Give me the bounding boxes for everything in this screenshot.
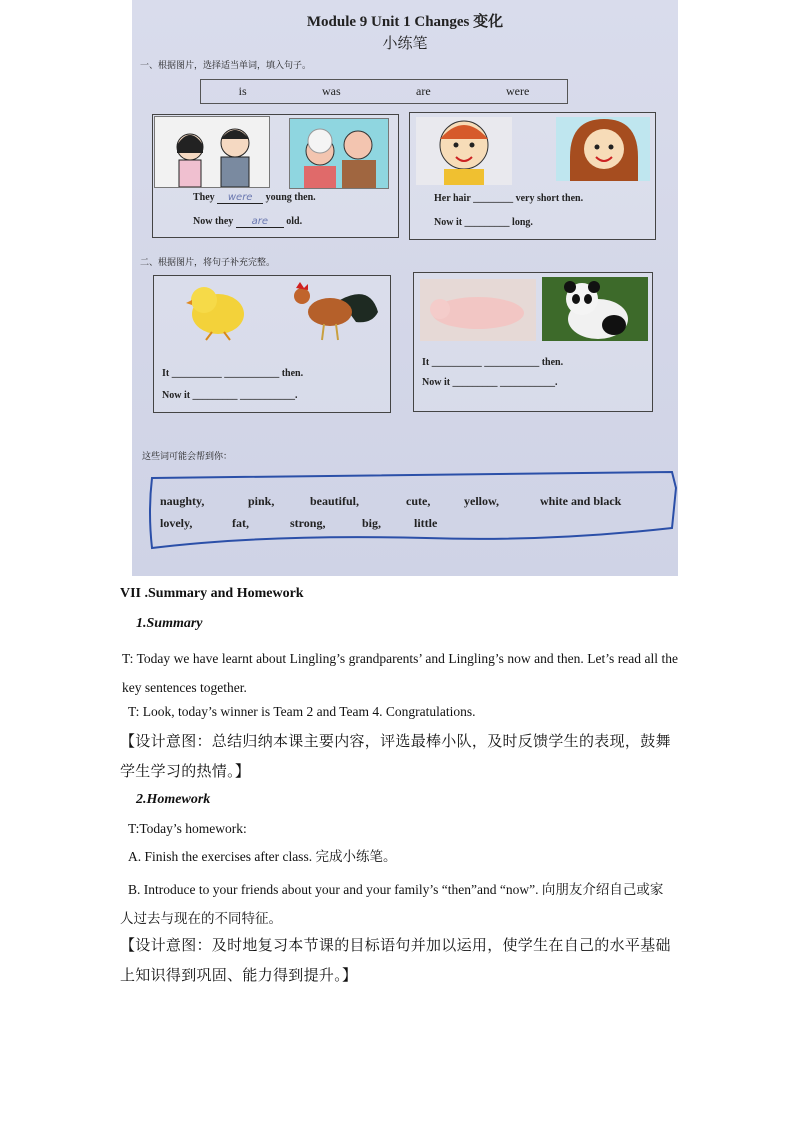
worksheet-photo	[132, 0, 678, 576]
vocabulary-word: yellow,	[464, 494, 499, 508]
sentence-line: Now it _________ long.	[434, 217, 533, 228]
vocabulary-word: lovely,	[160, 516, 193, 530]
summary-paragraph: T: Look, today’s winner is Team 2 and Team 4. Congratulations.	[128, 704, 476, 719]
handwritten-answer: are	[251, 216, 268, 227]
vocabulary-word: white and black	[540, 494, 622, 508]
vocabulary-word: cute,	[406, 494, 431, 508]
vocabulary-word: fat,	[232, 516, 249, 530]
sentence-line: It __________ ___________ then.	[162, 368, 304, 379]
handwritten-answer: were	[227, 192, 253, 203]
design-note: 【设计意图：总结归纳本课主要内容，评选最棒小队，及时反馈学生的表现，鼓舞学生学习的热情。】	[120, 732, 671, 780]
chick-picture	[166, 280, 270, 342]
vocabulary-row	[160, 516, 437, 531]
vocabulary-word: strong,	[290, 516, 326, 530]
sentence-line: It __________ ___________ then.	[422, 357, 564, 368]
sentence-line: Her hair ________ very short then.	[434, 193, 584, 204]
vocabulary-row	[160, 494, 621, 509]
panel-grandparents	[152, 114, 399, 238]
panel-chicken	[153, 275, 391, 413]
summary-paragraph: T: Today we have learnt about Lingling’s grandparents’ and Lingling’s now and then. Let’s read all the key sentences together.	[122, 651, 678, 695]
worksheet-subtitle: 小练笔	[382, 34, 428, 52]
homework-heading: 2.Homework	[136, 792, 211, 807]
vocabulary-word: little	[414, 516, 438, 530]
word-option: was	[322, 84, 341, 98]
sentence-line: Now it _________ ___________.	[162, 390, 298, 401]
word-option: are	[416, 84, 431, 98]
vocabulary-word: beautiful,	[310, 494, 360, 508]
vocabulary-word: pink,	[248, 494, 275, 508]
word-box	[200, 79, 568, 104]
homework-intro: T:Today’s homework:	[128, 821, 247, 836]
design-note: 【设计意图：及时地复习本节课的目标语句并加以运用，使学生在自己的水平基础上知识得到巩固、能力得到提升。】	[120, 936, 671, 984]
sentence-line: Now it _________ ___________.	[422, 377, 558, 388]
young-couple-picture	[154, 116, 270, 188]
worksheet-title: Module 9 Unit 1 Changes 变化	[306, 14, 504, 30]
homework-item-b: B. Introduce to your friends about your and your family’s “then”and “now”. 向朋友介绍自己或家人过去与现在的不同特征。	[120, 882, 664, 926]
homework-item-a: A. Finish the exercises after class. 完成小练笔。	[128, 849, 397, 864]
baby-panda-picture	[420, 279, 536, 341]
section-heading: VII .Summary and Homework	[120, 586, 304, 601]
long-hair-girl-picture	[556, 117, 650, 181]
hint-label: 这些词可能会帮到你：	[142, 452, 233, 462]
sentence-line: They were young then.	[193, 192, 316, 203]
word-option: is	[238, 84, 247, 98]
rooster-picture	[280, 278, 382, 342]
summary-heading: 1.Summary	[136, 616, 203, 631]
sentence-line: Now they are old.	[193, 216, 303, 227]
panel-baby-panda	[413, 272, 653, 412]
short-hair-girl-picture	[416, 117, 512, 185]
vocabulary-box	[146, 468, 678, 552]
word-option: were	[505, 84, 530, 98]
vocabulary-word: big,	[362, 516, 382, 530]
question-2-instruction: 二、根据图片，将句子补充完整。	[140, 258, 276, 268]
vocabulary-word: naughty,	[160, 494, 205, 508]
grown-panda-picture	[542, 277, 648, 341]
question-1-instruction: 一、根据图片，选择适当单词，填入句子。	[140, 61, 312, 71]
old-couple-picture	[289, 118, 389, 189]
panel-hair	[409, 112, 656, 240]
